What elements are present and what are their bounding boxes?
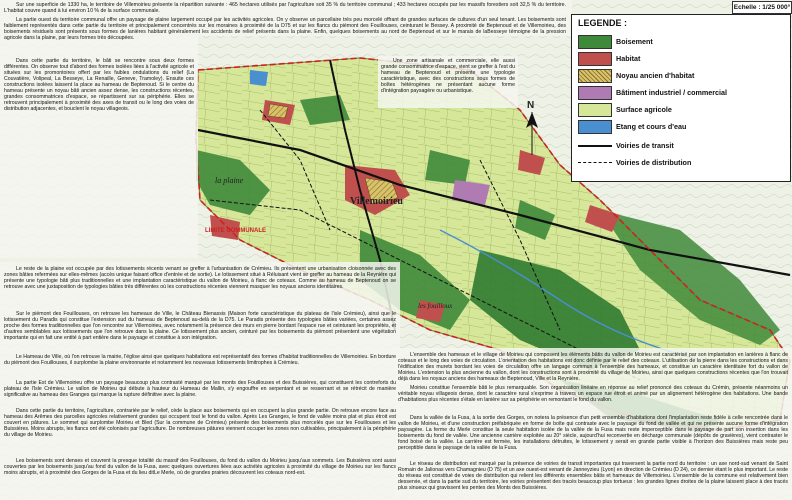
scale-box: Echelle : 1/25 000°	[732, 1, 792, 14]
place-label-plaine: la plaine	[215, 176, 244, 185]
legend	[571, 14, 791, 182]
paragraph-partie-ouest: La partie ouest du territoire communal offre un paysage de plaine largement occupé par les activités agricoles. On y observe un parcellaire très peu morcelé offrant de grandes surfaces de cultures d'un seul tenant. Les boisements sont faiblement représentés dans cette partie du territoire et principalement concentrés sur les moraines à proximité de la D75 et sur les flancs du piémont des Fouillouses, ceinturant le Bessey. A proximité de Beptenoud et de Villemoirieu, des boisements résiduels sont présents sous formes de lanières habitant généralement les accidents de relief présents dans la plaine. Enfin, quelques boisements au nord de Beptenoud et sur le marais de laBesseye témoigne de la pression agricole dans la plaine, par leurs formes très découpées.	[4, 17, 566, 41]
legend-label-habitat: Habitat	[616, 54, 641, 63]
paragraph-partie-est: La partie Est de Villemoirieu offre un paysage beaucoup plus contrasté marqué par les monts des Fouillouses et des Buissières, qui constituent les contreforts du plateau de l'Isle Crémieu. Le vallon de Moirieu qui débute à hauteur du Hameau de Mallin, s'y engouffre en serpentant et se resserrant et se rétrécit de manière significative au hameau des Granges qui marque la rupture définitive avec la plaine.	[4, 380, 396, 398]
legend-item-water	[578, 120, 783, 134]
text-partie-est	[4, 380, 396, 406]
text-bati	[4, 58, 194, 140]
paragraph-zone-artisanale: Une zone artisanale et commerciale, elle aussi grande consommatrice d'espace, vient se greffer à l'est du hameau de Beptenoud et présente une typologie caractéristique, avec des constructions sous formes de boîtes hétérogènes ne présentant aucune forme d'intégration paysagère ou urbanistique.	[381, 58, 515, 94]
paragraph-sommets: Les boisements sont denses et couvrent la presque totalité du massif des Fouillouses, du fond du vallon du Moirieu jusqu'aux sommets. Les Buissières sont aussi couvertes par les boisements jusqu'au fond du vallon de la Fusa, avec quelques ouvertures liées aux activités agricoles à proximité du village de Moirieu sur les flancs moins abrupts, et à proximité des Gorges de la Fusa et du lieu ditLe Merle, où de grandes prairies découvrent les coteaux nord-est.	[4, 458, 396, 476]
paragraph-hameau-ville: Le Hameau de Ville, où l'on retrouve la mairie, l'église ainsi que quelques habitations est représentatif des formes d'habitat traditionnelles de Villemoirieu. En bordure du piémont des Fouillouses, il surplombe la plaine environnante et notamment les nouveaux lotissements limitrophes à Crémieu.	[4, 354, 396, 366]
legend-item-habitat	[578, 52, 783, 66]
text-sommets	[4, 458, 396, 498]
text-reseau	[398, 461, 788, 498]
legend-label-distribution: Voiries de distribution	[616, 158, 692, 167]
legend-line-distribution	[578, 162, 612, 163]
north-label: N	[527, 100, 535, 111]
paragraph-moirieu: Moirieu constitue l'ensemble bâti le plus remarquable. Son organisation linéaire en réponse au relief prononcé des coteaux du Crémin, présente néanmoins un véritable noyau villageois dense, dont le caractère rural s'exprime à travers un espace rue étroit et animé par un alignement hétérogène des habitations. Une bande d'habitations plus récentes s'étale en lanière sur sa périphérie en remontant le fond du vallon.	[398, 385, 788, 403]
legend-swatch-water	[578, 120, 612, 134]
text-west	[4, 17, 566, 55]
legend-item-distribution	[578, 156, 783, 170]
text-vallee-fusa	[398, 415, 788, 459]
paragraph-vallee-fusa: Dans la vallée de la Fusa, à la sortie des Gorges, on notera la présence d'un petit ensemble d'habitations dont l'implantation reste fidèle à celle rencontrée dans le vallon de Moirieu, et d'une construction préfabriquée en forme de boîte qui contraste avec le paysage du fond de vallée et qui ne présente aucune forme d'intégration paysagère. La ferme du Merle constitue la seule habitation isolée de la vallée de la Fusa mais reste imperceptible dans le paysage de part son insertion dans les boisements du fond de vallée. Une ancienne carrière exploitée au 20° siècle, aujourd'hui reconvertie en décharge communale (dépôts de gravières), vient contraster le fond boisé de la vallée. La carrière est fermée, les installations détruites, le lotissement y serait en grande partie visible à l'horizon des Buissières mais reste peu perceptible dans le paysage de la vallée de la Fusa.	[398, 415, 788, 451]
text-zone-artisanale	[381, 58, 515, 106]
legend-line-transit	[578, 145, 612, 147]
legend-item-agri	[578, 103, 783, 117]
text-reste-plaine	[4, 266, 396, 310]
legend-label-old-core: Noyau ancien d'habitat	[616, 71, 695, 80]
legend-label-forest: Boisement	[616, 37, 653, 46]
place-label-village: Villemoirieu	[350, 196, 403, 207]
paragraph-ensemble-habitat: L'ensemble des hameaux et le village de Moirieu qui composent les éléments bâtis du vallon de Moirieu est caractérisé par son implantation en lanières à flanc de coteaux et le long des voies de circulation. L'orientation des habitations est donc définie par le relief des coteaux. L'utilisation de la pierre dans les constructions et dans l'édification des murets bordant les voies de circulation offre un langage commun à l'ensemble des hameaux, et constitue un caractère identitaire fort du vallon de Moirieu. L'extension la plus ancienne du vallon, dont les constructions sont à proximité du village de Moirieu, ainsi que quelques constructions récentes que l'on trouvait déjà dans les noyaux anciens des hameaux de Beptenoud, Ville et la Reynière.	[398, 352, 788, 382]
legend-title: LEGENDE :	[578, 18, 628, 28]
paragraph-dans-cette: Dans cette partie du territoire, le bâti se rencontre sous deux formes différentes. On observe tout d'abord des formes isolées liées à l'activité agricole et situées sur les promontoires offert par les faibles ondulations du relief (La Couvatière, Volipeal, La Besseye, La Renaille, Geneve, Tramoley). Ensuite ces constructions isolées laissent la place au hameau de Beptenoud. Si le centre du hameau présente un noyau bâti ancien assez dense, les constructions récentes, grandes consommatrices d'espace, se répartissent sur sa périphérie. Elles se retrouvent principalement à proximité des axes de transit ou le long des voies de distribution adjacentes, et bouclent le noyau villageois.	[4, 58, 194, 112]
legend-swatch-industrial	[578, 86, 612, 100]
legend-swatch-old-core	[578, 69, 612, 83]
place-label-limite: LIMITE COMMUNALE	[205, 228, 266, 234]
text-ensemble-habitat	[398, 352, 788, 384]
legend-label-water: Etang et cours d'eau	[616, 122, 687, 131]
paragraph-reste-plaine: Le reste de la plaine est occupée par des lotissements récents venant se greffer à l'urbanisation de Crémieu. Ils présentent une urbanisation cloisonnée avec des zones bâties refermées sur elles-mêmes (accès unique faisant office d'entrée et de sortie). Le lotissement situé à Réluisant vient se greffer au hameau de la Reynière qui présente une typologie bâti plus traditionnelles et une implantation caractéristique du vallon de Moirieu, à flanc de coteaux. Comme au hameau de Beptenoud on se retrouve avec une juxtaposition de typologies bâties très différentes où les constructions récentes viennent masquer les noyaux anciens identitaires.	[4, 266, 396, 290]
paragraph-piemont: Sur le piémont des Fouillouses, on retrouve les hameaux de Ville, le Château Bienassis (Maison forte caractéristique du plateau de l'isle Crémieu), ainsi que le lotissement du Paradis qui constitue l'extension sud du hameau de Beptenoud au-delà de la D75. Le Paradis présente des typologies bâties variées, certaines assez proche des formes traditionnelles que l'on rencontre sur Villemoirieu, avec notamment la présence des murs en pierre bordant l'espace rue et ceinturant les propriétés, et d'autres semblables aux lotissements que l'on retrouve dans la plaine. Ce lotissement plus ancien, ceinturé par les boisements du piémont présentent une végétation importante qui en fait une entité à part entière dans le paysage et constitue à son intégration.	[4, 311, 396, 341]
legend-label-transit: Voiries de transit	[616, 141, 674, 150]
text-moirieu	[398, 385, 788, 413]
text-hameau-ville	[4, 354, 396, 378]
text-piemont	[4, 311, 396, 353]
legend-item-forest	[578, 35, 783, 49]
legend-item-industrial	[578, 86, 783, 100]
text-agriculture	[4, 408, 396, 456]
legend-swatch-forest	[578, 35, 612, 49]
paragraph-agriculture: Dans cette partie du territoire, l'agriculture, contrariée par le relief, cède la place aux boisements qui en occupent la plus grande partie. On retrouve encore face au hameau des Arêmes des parcelles agricoles relativement grandes qui occupent tout le fond du vallon. Après Les Granges, le fond de vallée moins plat et plus étroit est couvert en pâtures. Le sommet qui surplombe Moirieu et Bled (Sur la commune de Crémieu) présente des boisements plus morcelés que sur les Fouillouses et les Buissières. Moins abrupts, les flancs ont été colonisés par l'agriculture. De nombreuses pâtures viennent occuper les zones non cultivables, principalement à la périphérie du village de Moirieu.	[4, 408, 396, 438]
water-area	[250, 70, 268, 86]
paragraph-reseau: Le réseau de distribution est marqué par la présence de voiries de transit importantes qui traversent la partie nord du territoire : un axe nord-sud venant de Saint Romain de Jalionas vers Chamagnieu (D 75) et un axe ouest-est venant de Janneyzieu (Lyon) en direction de Crémieu (D 24), ce dernier étant le plus important. Le reste du réseau est constitué de voies de distribution qui relient les différents ensembles bâtis et hameaux de Villemoirieu. L'ensemble de la commune est relativement bien desservie, et dans la partie sud du territoire, les voiries présentent des tracés beaucoup plus tortueux : les grandes lignes droites de la plaine laissent place à des tracés plus sinueux qui gravissent les pentes des Monts des Buissières.	[398, 461, 788, 491]
legend-item-old-core	[578, 69, 783, 83]
legend-swatch-habitat	[578, 52, 612, 66]
legend-label-industrial: Bâtiment industriel / commercial	[616, 88, 728, 97]
legend-item-transit	[578, 139, 783, 153]
place-label-fouilloux: les fouilloux	[418, 302, 453, 310]
paragraph-intro: Sur une superficie de 1330 ha, le territoire de Villemoirieu présente la répartition suivante : 465 hectares utilisés par l'agriculture soit 35 % du territoire communal ; 433 hectares occupés par les massifs forestiers soit 32,5 % du territoire. L'habitat couvre quand à lui environ 10 % de la surface communale.	[4, 2, 566, 14]
legend-label-agri: Surface agricole	[616, 105, 672, 114]
legend-swatch-agri	[578, 103, 612, 117]
